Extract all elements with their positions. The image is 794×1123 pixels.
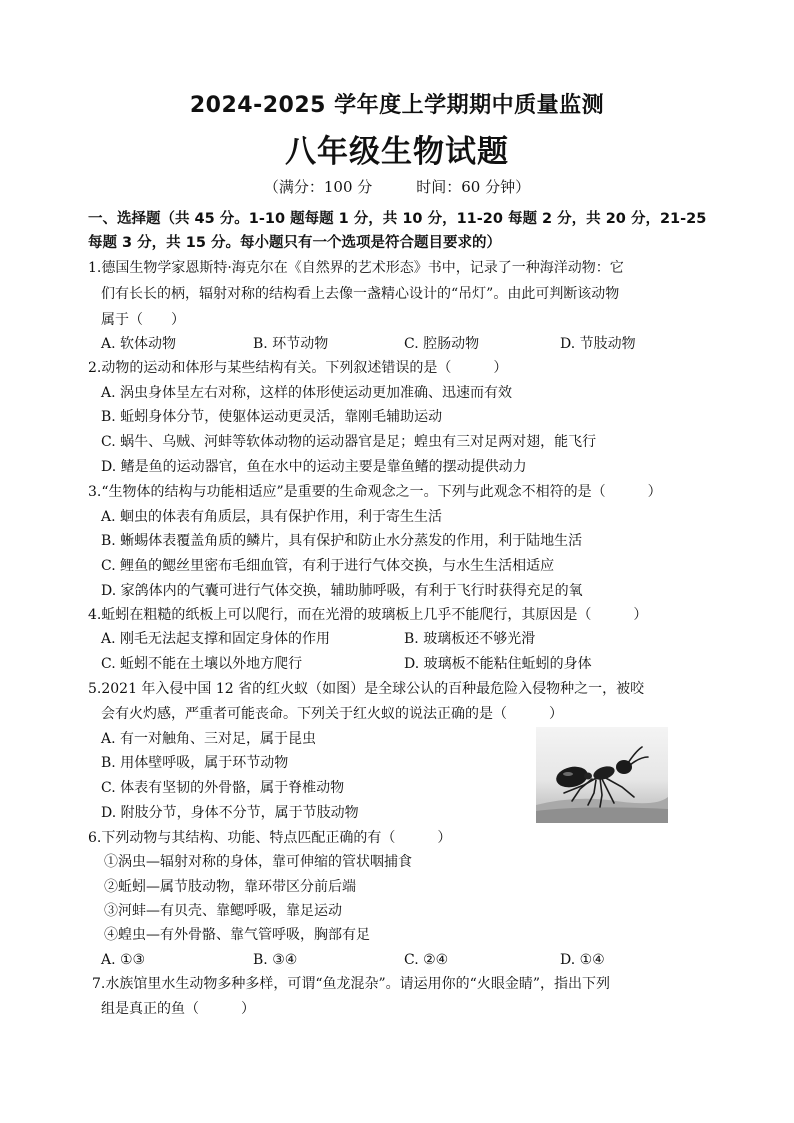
exam-meta (0, 176, 794, 197)
question-4-option-b[interactable]: B. 玻璃板还不够光滑 (404, 631, 536, 647)
question-2-stem: 2.动物的运动和体形与某些结构有关。下列叙述错误的是（ ） (88, 360, 508, 376)
question-6-option-d[interactable]: D. ①④ (560, 952, 605, 968)
question-4-option-d[interactable]: D. 玻璃板不能粘住蚯蚓的身体 (404, 656, 592, 672)
question-4-option-c[interactable]: C. 蚯蚓不能在土壤以外地方爬行 (101, 656, 303, 672)
section-heading-line1: 一、选择题（共 45 分。1-10 题每题 1 分，共 10 分，11-20 每题 2 分，共 20 分，21-25 (88, 211, 707, 227)
exam-title-line1: 2024-2025 学年度上学期期中质量监测 (189, 93, 605, 118)
fire-ant-photo (536, 727, 668, 823)
question-6-stem: 6.下列动物与其结构、功能、特点匹配正确的有（ ） (88, 830, 452, 846)
question-3-option-d[interactable]: D. 家鸽体内的气囊可进行气体交换，辅助肺呼吸，有利于飞行时获得充足的氧 (101, 583, 583, 599)
question-3-option-c[interactable]: C. 鲤鱼的鳃丝里密布毛细血管，有利于进行气体交换，与水生生活相适应 (101, 558, 555, 574)
question-2-option-a[interactable]: A. 涡虫身体呈左右对称，这样的体形使运动更加准确、迅速而有效 (101, 385, 513, 401)
exam-title-subject: 八年级生物试题 (285, 134, 509, 170)
question-1-option-c[interactable]: C. 腔肠动物 (404, 336, 480, 352)
question-3-option-b[interactable]: B. 蜥蜴体表覆盖角质的鳞片，具有保护和防止水分蒸发的作用，利于陆地生活 (101, 533, 583, 549)
fire-ant-icon (536, 727, 668, 823)
question-1-option-b[interactable]: B. 环节动物 (253, 336, 329, 352)
question-2-option-b[interactable]: B. 蚯蚓身体分节，使躯体运动更灵活，靠刚毛辅助运动 (101, 409, 443, 425)
question-3-option-a[interactable]: A. 蛔虫的体表有角质层，具有保护作用，利于寄生生活 (101, 509, 443, 525)
score-info: （满分：100 分 (263, 178, 373, 196)
question-6-option-a[interactable]: A. ①③ (101, 952, 146, 968)
question-5-option-c[interactable]: C. 体表有坚韧的外骨骼，属于脊椎动物 (101, 780, 345, 796)
question-7-line-1: 7.水族馆里水生动物多种多样，可谓“鱼龙混杂”。请运用你的“火眼金睛”，指出下列 (92, 976, 610, 992)
question-6-option-c[interactable]: C. ②④ (404, 952, 449, 968)
question-4-option-a[interactable]: A. 刚毛无法起支撑和固定身体的作用 (101, 631, 331, 647)
question-3-stem: 3.“生物体的结构与功能相适应”是重要的生命观念之一。下列与此观念不相符的是（ ） (88, 484, 662, 500)
question-6-item-1: ①涡虫—辐射对称的身体，靠可伸缩的管状咽捕食 (104, 854, 412, 870)
question-6-item-2: ②蚯蚓—属节肢动物，靠环带区分前后端 (104, 879, 356, 895)
question-1-line-2: 们有长长的柄，辐射对称的结构看上去像一盏精心设计的“吊灯”。由此可判断该动物 (101, 286, 620, 302)
question-6-item-4: ④蝗虫—有外骨骼、靠气管呼吸，胸部有足 (104, 927, 370, 943)
question-2-option-c[interactable]: C. 蜗牛、乌贼、河蚌等软体动物的运动器官是足；蝗虫有三对足两对翅，能飞行 (101, 434, 597, 450)
question-1-option-d[interactable]: D. 节肢动物 (560, 336, 636, 352)
question-1-line-1: 1.德国生物学家恩斯特·海克尔在《自然界的艺术形态》书中，记录了一种海洋动物：它 (88, 260, 624, 276)
question-4-stem: 4.蚯蚓在粗糙的纸板上可以爬行，而在光滑的玻璃板上几乎不能爬行，其原因是（ ） (88, 607, 648, 623)
question-2-option-d[interactable]: D. 鳍是鱼的运动器官，鱼在水中的运动主要是靠鱼鳍的摆动提供动力 (101, 459, 527, 475)
question-5-option-d[interactable]: D. 附肢分节，身体不分节，属于节肢动物 (101, 805, 359, 821)
question-1-option-a[interactable]: A. 软体动物 (101, 336, 177, 352)
question-5-line-1: 5.2021 年入侵中国 12 省的红火蚁（如图）是全球公认的百种最危险入侵物种之一，被咬 (88, 681, 645, 697)
question-7-line-2: 组是真正的鱼（ ） (101, 1001, 255, 1017)
question-5-option-a[interactable]: A. 有一对触角、三对足，属于昆虫 (101, 731, 317, 747)
section-heading-line2: 每题 3 分，共 15 分。每小题只有一个选项是符合题目要求的） (88, 235, 501, 251)
time-info: 时间：60 分钟） (416, 178, 531, 196)
question-6-option-b[interactable]: B. ③④ (253, 952, 298, 968)
question-6-item-3: ③河蚌—有贝壳、靠鳃呼吸，靠足运动 (104, 903, 342, 919)
question-1-line-3: 属于（ ） (101, 312, 185, 328)
question-5-line-2: 会有火灼感，严重者可能丧命。下列关于红火蚁的说法正确的是（ ） (101, 706, 563, 722)
question-5-option-b[interactable]: B. 用体壁呼吸，属于环节动物 (101, 755, 289, 771)
